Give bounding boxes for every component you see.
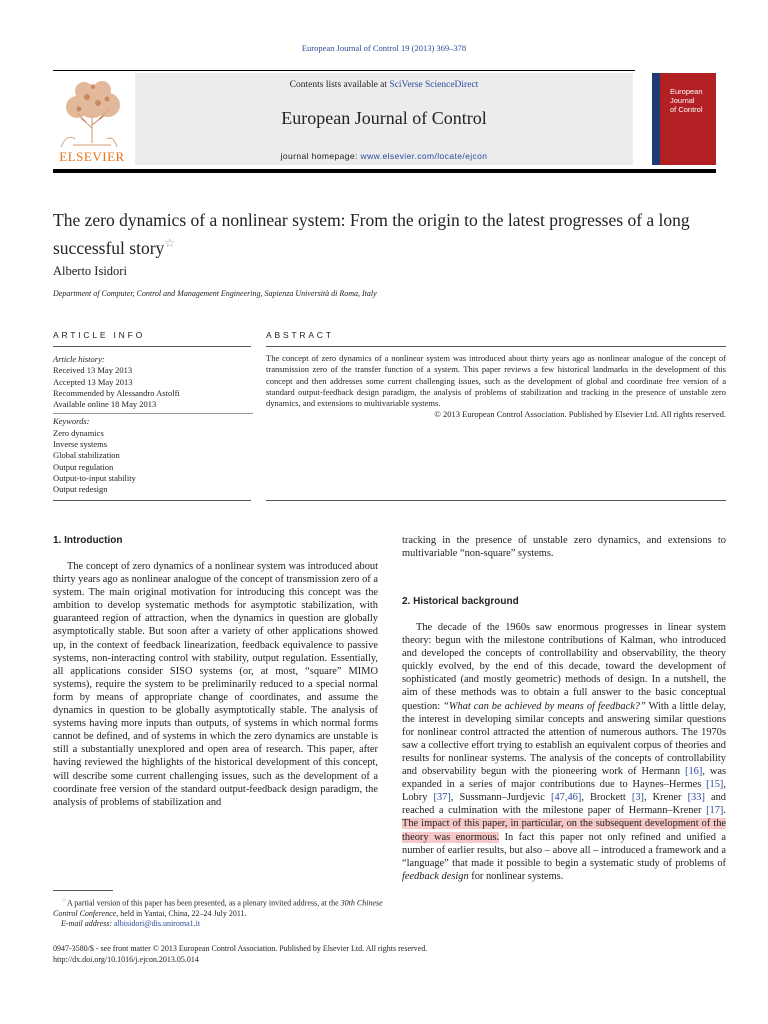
- homepage-prefix: journal homepage:: [280, 151, 361, 161]
- publisher-name: ELSEVIER: [59, 149, 125, 164]
- email-link[interactable]: albisidori@dis.uniroma1.it: [114, 919, 201, 929]
- cover-title: [670, 87, 703, 114]
- historical-paragraph: [402, 621, 726, 883]
- footnote-paragraph: [53, 896, 383, 919]
- elsevier-logo: [53, 73, 131, 165]
- article-info-heading: ARTICLE INFO: [53, 330, 146, 340]
- abstract-bottom-rule: [266, 500, 726, 501]
- reference-link[interactable]: [33]: [687, 792, 705, 804]
- text-run: With a little delay, the interest in developing similar concepts and answering similar questions for nonlinear control attracted the attention of numerous authors. The 1970s saw a collective effort trying to establish an equivalent corpus of theories and results for nonlinear systems. The analysis of the concepts of controllability and observability begun with the pioneering work of Hermann: [402, 700, 726, 778]
- keywords-label: Keywords:: [53, 416, 90, 427]
- article-title: [53, 209, 693, 260]
- history-item: Recommended by Alessandro Astolfi: [53, 387, 180, 398]
- reference-link[interactable]: [37]: [433, 792, 451, 804]
- section-heading-introduction: 1. Introduction: [53, 535, 123, 546]
- contents-prefix: Contents lists available at: [289, 80, 390, 90]
- page-footer: [53, 944, 713, 965]
- abstract-rule: [266, 346, 726, 347]
- text-run: , Krener: [643, 792, 688, 804]
- text-run: .: [723, 805, 726, 817]
- text-run: , Lobry: [402, 779, 726, 804]
- title-footnote-mark[interactable]: ☆: [164, 236, 176, 250]
- article-info-block: [53, 354, 253, 496]
- keyword-item: Output-to-input stability: [53, 472, 136, 483]
- text-run: , was expanded in a series of major contributions due to Haynes–Hermes: [402, 766, 726, 791]
- info-bottom-rule: [53, 500, 251, 501]
- text-run: , held in Yantai, China, 22–24 July 2011.: [116, 908, 247, 918]
- keyword-item: Zero dynamics: [53, 427, 104, 438]
- contents-line: [135, 80, 633, 90]
- history-item: Accepted 13 May 2013: [53, 376, 133, 387]
- text-run: , Sussmann–Jurdjevic: [450, 792, 551, 804]
- abstract-body: [266, 353, 726, 421]
- homepage-link[interactable]: www.elsevier.com/locate/ejcon: [360, 151, 488, 161]
- section-heading-historical: 2. Historical background: [402, 596, 519, 607]
- journal-homepage: [135, 151, 633, 161]
- introduction-paragraph: The concept of zero dynamics of a nonlinear system was introduced about thirty years ago as nonlinear analogue of the concept of transmission zero of a system. The main original motivation for introducing this concept was the ambition to develop systematic methods for asymptotic stabilization, with guaranteed region of attraction, when the dynamics in question are globally asymptotically stable. But soon after a variety of other applications showed up, in the context of feedback linearization, feedback equivalence to passive systems, non-interacting control with stability, output regulation. Essentially, all applications consider SISO systems (or, at most, “square” MIMO systems), require the system to be preliminarily reduced to a special normal form by means of appropriate change of coordinates, and assume the dynamics in question to be globally asymptotically stable. The analysis of systems having more inputs than outputs, of systems in which normal forms cannot be defined, and of systems in which the zero dynamics are unstable is still a substantially unexplored and open area of research. This paper, after having reviewed the highlights of the historical development of this concept, will describe some current challenging issues, such as the development of a coordinate free version of the standard output-feedback design paradigm, the analysis of problems of stabilization and: [53, 561, 378, 808]
- keyword-item: Inverse systems: [53, 439, 108, 450]
- text-run: A partial version of this paper has been presented, as a plenary invited address, at the: [66, 898, 341, 908]
- cover-title-line: European: [670, 87, 703, 96]
- italic-term: feedback design: [402, 870, 469, 882]
- footnote-rule: [53, 890, 113, 891]
- keyword-item: Output regulation: [53, 461, 114, 472]
- introduction-paragraph-end: tracking in the presence of unstable zero dynamics, and extensions to multivariable “non-square” systems.: [402, 535, 726, 560]
- footnote-mark: ☆: [61, 897, 67, 904]
- email-line: [53, 919, 383, 929]
- keyword-item: Output redesign: [53, 484, 108, 495]
- reference-link[interactable]: [16]: [685, 766, 703, 778]
- footnote: [53, 896, 383, 930]
- historical-body: [402, 621, 726, 883]
- reference-link[interactable]: [3]: [631, 792, 644, 804]
- text-run: , Brockett: [581, 792, 632, 804]
- journal-name: European Journal of Control: [281, 108, 487, 128]
- introduction-body: [53, 560, 378, 809]
- article-title-text: The zero dynamics of a nonlinear system: From the origin to the latest progresses of a long successful story: [53, 210, 690, 258]
- text-run: and reached a culmination with the milestone paper of Hermann–Krener: [402, 792, 726, 817]
- conference-name: 30th Chinese Control Conference: [53, 898, 383, 918]
- citation-link[interactable]: European Journal of Control 19 (2013) 369–378: [301, 43, 467, 53]
- reference-link[interactable]: [15]: [706, 779, 724, 791]
- highlighted-text: The impact of this paper, in particular, on the subsequent development of the theory was enormous.: [402, 818, 726, 843]
- top-rule: [53, 70, 635, 71]
- history-label: Article history:: [53, 354, 105, 364]
- doi-link[interactable]: http://dx.doi.org/10.1016/j.ejcon.2013.05.014: [53, 954, 199, 964]
- text-run: The decade of the 1960s saw enormous progresses in linear system theory: begun with the milestone contributions of Kalman, who introduced and developed the concepts of controllability and observability, the theory quickly evolved, by the end of this decade, toward the development of sophisticated (and mostly geometric) methods of design. In a nutshell, the aim of these methods was to obtain a full answer to the basic conceptual question:: [402, 622, 726, 712]
- sciencedirect-link[interactable]: SciVerse ScienceDirect: [389, 80, 479, 90]
- abstract-heading: ABSTRACT: [266, 330, 334, 340]
- reference-link[interactable]: [17]: [706, 805, 724, 817]
- abstract-text: The concept of zero dynamics of a nonlinear system was introduced about thirty years ago as nonlinear analogue of the concept of transmission zero of the transfer function of a system. This paper reviews a few historical landmarks in the development of this concept and then addresses some current challenging issues, such as the development of global and coordinate free version of a standard output-feedback design paradigm, the analysis of problems of stabilization and tracking in the presence of unstable zero dynamics, and extensions to multivariable systems.: [266, 353, 726, 409]
- introduction-continued: [402, 534, 726, 560]
- info-rule: [53, 346, 251, 347]
- journal-cover-thumbnail: [652, 73, 716, 165]
- cover-strip: [652, 73, 660, 165]
- front-matter-line: 0947-3580/$ - see front matter © 2013 European Control Association. Published by Elsevier Ltd. All rights reserved.: [53, 944, 428, 953]
- keyword-item: Global stabilization: [53, 450, 120, 461]
- cover-title-line: Journal: [670, 96, 695, 105]
- author-affiliation: Department of Computer, Control and Management Engineering, Sapienza Università di Roma, Italy: [53, 289, 377, 298]
- history-item: Received 13 May 2013: [53, 365, 133, 376]
- abstract-copyright: © 2013 European Control Association. Published by Elsevier Ltd. All rights reserved.: [434, 409, 726, 420]
- text-run: for nonlinear systems.: [468, 870, 564, 882]
- quoted-question: “What can be achieved by means of feedback?”: [443, 700, 646, 712]
- history-item: Available online 18 May 2013: [53, 399, 157, 410]
- email-label: E-mail address:: [61, 919, 115, 929]
- author-name: Alberto Isidori: [53, 264, 127, 278]
- text-run: In fact this paper not only refined and unified a number of earlier results, but also – above all – introduced a framework and a “language” that made it possible to begin a systematic study of problems of: [402, 831, 726, 869]
- journal-citation[interactable]: [0, 43, 768, 53]
- cover-title-line: of Control: [670, 105, 703, 114]
- keywords-rule: [53, 413, 253, 414]
- header-thick-rule: [53, 169, 716, 173]
- reference-link[interactable]: [47,46]: [551, 792, 582, 804]
